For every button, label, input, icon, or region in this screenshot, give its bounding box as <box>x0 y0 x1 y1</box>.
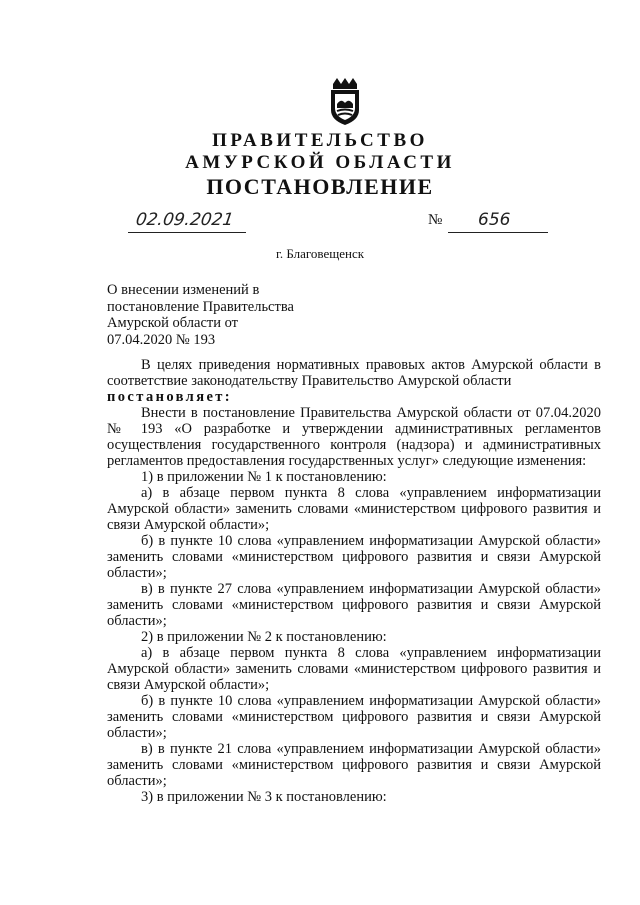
main-paragraph: Внести в постановление Правительства Амурской области от 07.04.2020 № 193 «О разработке и утверждении административных регламентов осуществления государственного контроля (надзора) и административных регламентов предоставления государственных услуг» следующие изменения: <box>107 405 601 469</box>
subject-line: О внесении изменений в <box>107 282 260 298</box>
coat-of-arms-icon <box>325 78 365 126</box>
preamble-paragraph: В целях приведения нормативных правовых актов Амурской области в соответствие законодательству Правительство Амурской области <box>107 357 601 389</box>
list-item: 3) в приложении № 3 к постановлению: <box>141 789 387 805</box>
document-type: ПОСТАНОВЛЕНИЕ <box>206 174 434 199</box>
subject-line: постановление Правительства <box>107 298 294 315</box>
document-date: 02.09.2021 <box>134 210 235 230</box>
number-field <box>448 210 548 233</box>
list-item: 2) в приложении № 2 к постановлению: <box>141 629 387 645</box>
list-item: а) в абзаце первом пункта 8 слова «управлением информатизации Амурской области» заменить словами «министерством цифрового развития и связи Амурской области»; <box>107 485 601 533</box>
subject-line: 07.04.2020 № 193 <box>107 331 216 348</box>
list-item: а) в абзаце первом пункта 8 слова «управлением информатизации Амурской области» заменить словами «министерством цифрового развития и связи Амурской области»; <box>107 645 601 693</box>
number-label: № <box>428 212 443 228</box>
org-name-line1: ПРАВИТЕЛЬСТВО <box>212 130 428 151</box>
date-field <box>128 210 246 233</box>
list-item: б) в пункте 10 слова «управлением информатизации Амурской области» заменить словами «министерством цифрового развития и связи Амурской области»; <box>107 693 601 741</box>
list-item: в) в пункте 21 слова «управлением информатизации Амурской области» заменить словами «министерством цифрового развития и связи Амурской области»; <box>107 741 601 789</box>
list-item: в) в пункте 27 слова «управлением информатизации Амурской области» заменить словами «министерством цифрового развития и связи Амурской области»; <box>107 581 601 629</box>
list-item: 1) в приложении № 1 к постановлению: <box>141 469 387 485</box>
city-line: г. Благовещенск <box>275 246 365 261</box>
subject-line: Амурской области от <box>107 315 239 331</box>
document-subject <box>107 282 294 348</box>
document-number: 656 <box>478 210 511 230</box>
org-name-line2: АМУРСКОЙ ОБЛАСТИ <box>185 152 455 173</box>
list-item: б) в пункте 10 слова «управлением информатизации Амурской области» заменить словами «министерством цифрового развития и связи Амурской области»; <box>107 533 601 581</box>
document-body <box>107 357 601 805</box>
resolves-word: постановляет: <box>107 389 233 405</box>
